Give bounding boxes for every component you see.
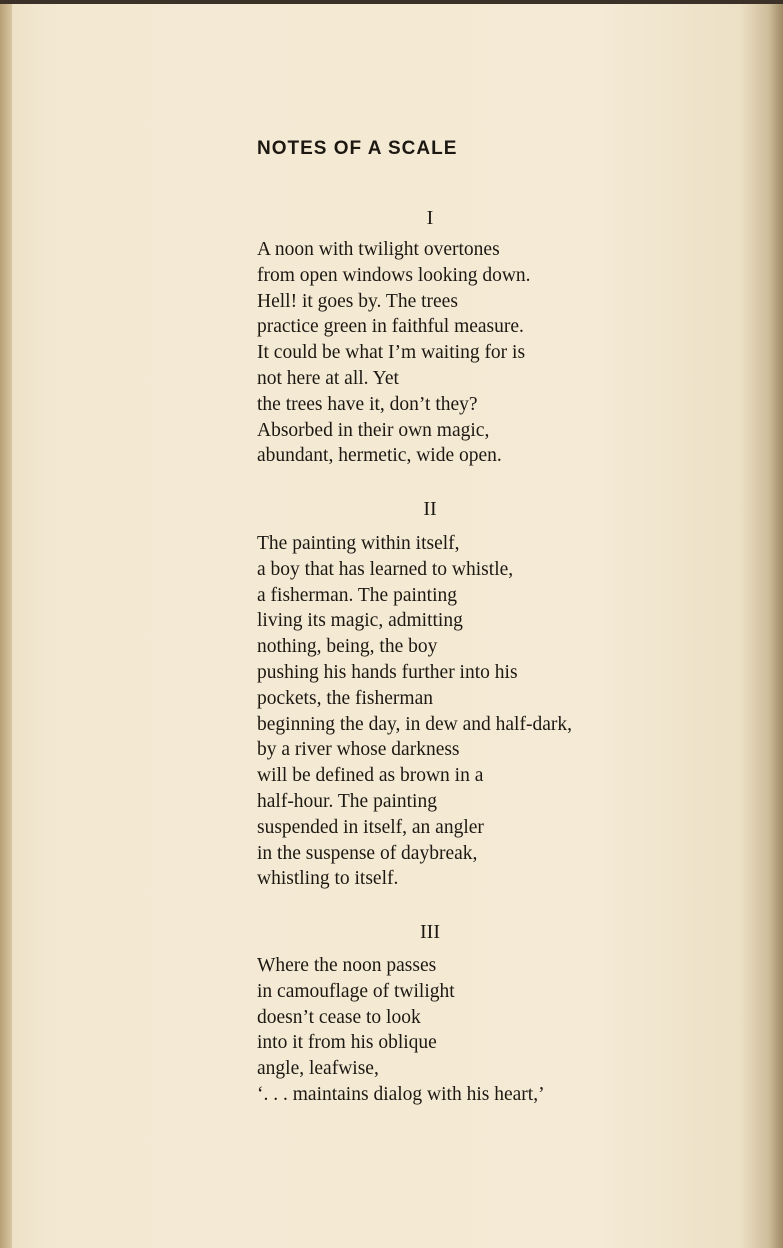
section-numeral-2: II <box>423 498 437 520</box>
poem-line: not here at all. Yet <box>257 367 399 389</box>
poem-line: half-hour. The painting <box>257 790 437 812</box>
poem-line: Hell! it goes by. The trees <box>257 290 458 312</box>
poem-line: pockets, the fisherman <box>257 687 433 709</box>
stanza-1 <box>257 237 531 469</box>
stanza-2 <box>257 531 572 892</box>
poem-line: living its magic, admitting <box>257 610 463 632</box>
poem-line: suspended in itself, an angler <box>257 816 484 838</box>
poem-line: A noon with twilight overtones <box>257 239 500 260</box>
poem-line: pushing his hands further into his <box>257 661 518 683</box>
poem-line: a fisherman. The painting <box>257 584 457 606</box>
poem-title: NOTES OF A SCALE <box>257 138 458 159</box>
poem-line: in camouflage of twilight <box>257 980 455 1002</box>
poem-line: angle, leafwise, <box>257 1058 379 1080</box>
book-spine-edge <box>0 0 12 1248</box>
poem-line: the trees have it, don’t they? <box>257 393 478 415</box>
poem-line: beginning the day, in dew and half-dark, <box>257 713 572 735</box>
poem-line: The painting within itself, <box>257 533 460 554</box>
page-right-shadow <box>769 0 783 1248</box>
poem-line: in the suspense of daybreak, <box>257 842 478 864</box>
poem-line: practice green in faithful measure. <box>257 316 524 338</box>
stanza-3 <box>257 953 545 1108</box>
poem-line: doesn’t cease to look <box>257 1006 421 1028</box>
section-numeral-3: III <box>420 921 440 943</box>
poem-line: a boy that has learned to whistle, <box>257 558 514 580</box>
poem-line: nothing, being, the boy <box>257 636 438 658</box>
section-numeral-1: I <box>426 207 434 229</box>
poem-line: by a river whose darkness <box>257 739 460 761</box>
page-top-edge <box>0 0 783 4</box>
poem-line: Absorbed in their own magic, <box>257 419 490 441</box>
poem-line: whistling to itself. <box>257 868 399 890</box>
poem-line: will be defined as brown in a <box>257 765 484 787</box>
poem-line: abundant, hermetic, wide open. <box>257 445 502 467</box>
poem-line: Where the noon passes <box>257 955 437 976</box>
poem-line: ‘. . . maintains dialog with his heart,’ <box>257 1083 545 1105</box>
poem-line: It could be what I’m waiting for is <box>257 342 526 364</box>
poem-line: into it from his oblique <box>257 1032 437 1054</box>
poem-line: from open windows looking down. <box>257 264 531 286</box>
